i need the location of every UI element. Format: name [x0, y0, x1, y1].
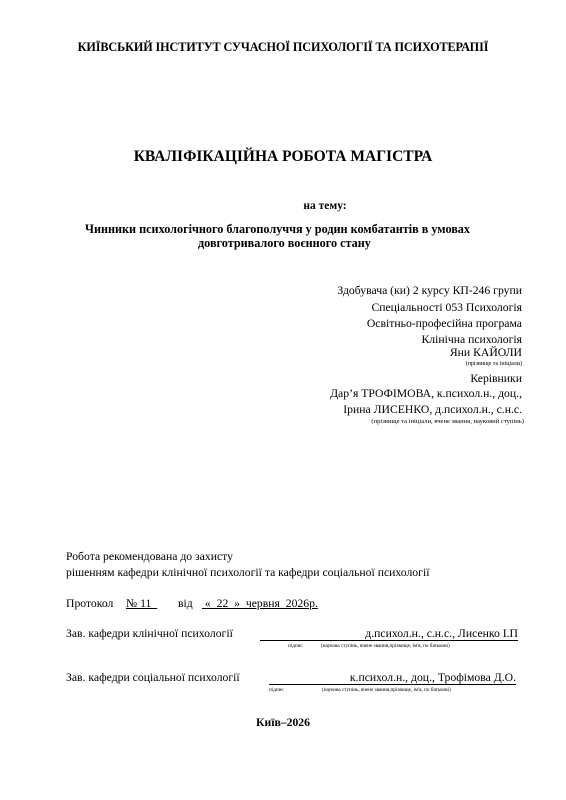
- head-clinical-value-note: (наукова ступінь, вчене звання,прізвище, ім'я, по батькові): [321, 643, 450, 649]
- head-clinical-value: д.психол.н., с.н.с., Лисенко І.П: [260, 627, 518, 641]
- recommendation-line-2: рішенням кафедри клінічної психології та кафедри соціальної психології: [66, 566, 430, 579]
- student-program-type: Освітньо-професійна програма: [366, 317, 522, 330]
- document-title: КВАЛІФІКАЦІЙНА РОБОТА МАГІСТРА: [133, 148, 433, 165]
- institute-name: КИЇВСЬКИЙ ІНСТИТУТ СУЧАСНОЇ ПСИХОЛОГІЇ ТА ПСИХОТЕРАПІЇ: [77, 40, 489, 54]
- student-name-note: (прізвище та ініціали): [465, 361, 522, 367]
- protocol-label: Протокол: [66, 597, 114, 610]
- head-social-value: к.психол.н., доц., Трофімова Д.О.: [269, 671, 516, 685]
- supervisors-label: Керівники: [470, 372, 522, 385]
- supervisor-first: Дар’я ТРОФІМОВА, к.психол.н., доц.,: [330, 387, 522, 400]
- supervisors-note: (прізвище та ініціали, вчене звання, науковий ступінь): [371, 418, 524, 425]
- head-clinical-label: Зав. кафедри клінічної психології: [66, 627, 233, 640]
- head-social-label: Зав. кафедри соціальної психології: [66, 671, 240, 684]
- protocol-number: № 11: [126, 597, 158, 610]
- supervisor-second: Ірина ЛИСЕНКО, д.психол.н., с.н.с.: [343, 403, 522, 416]
- topic-title-line-1: Чинники психологічного благополуччя у родин комбатантів в умовах: [85, 222, 470, 236]
- topic-title-line-2: довготривалого воєнного стану: [198, 236, 371, 250]
- protocol-date: « 22 » червня 2026р.: [202, 597, 318, 610]
- recommendation-line-1: Робота рекомендована до захисту: [66, 550, 233, 563]
- topic-label: на тему:: [303, 200, 347, 212]
- head-social-value-note: (наукова ступінь, вчене звання,прізвище, ім'я, по батькові): [322, 687, 451, 693]
- student-course-group: Здобувача (ки) 2 курсу КП-246 групи: [337, 284, 522, 297]
- student-specialty: Спеціальності 053 Психологія: [371, 301, 522, 314]
- city-year: Київ–2026: [256, 716, 310, 729]
- head-social-sign-note: підпис: [269, 687, 284, 693]
- protocol-from-label: від: [178, 597, 193, 610]
- head-clinical-sign-note: підпис: [288, 643, 303, 649]
- student-name: Яни КАЙОЛИ: [449, 346, 522, 359]
- student-program-name: Клінічна психологія: [421, 333, 522, 346]
